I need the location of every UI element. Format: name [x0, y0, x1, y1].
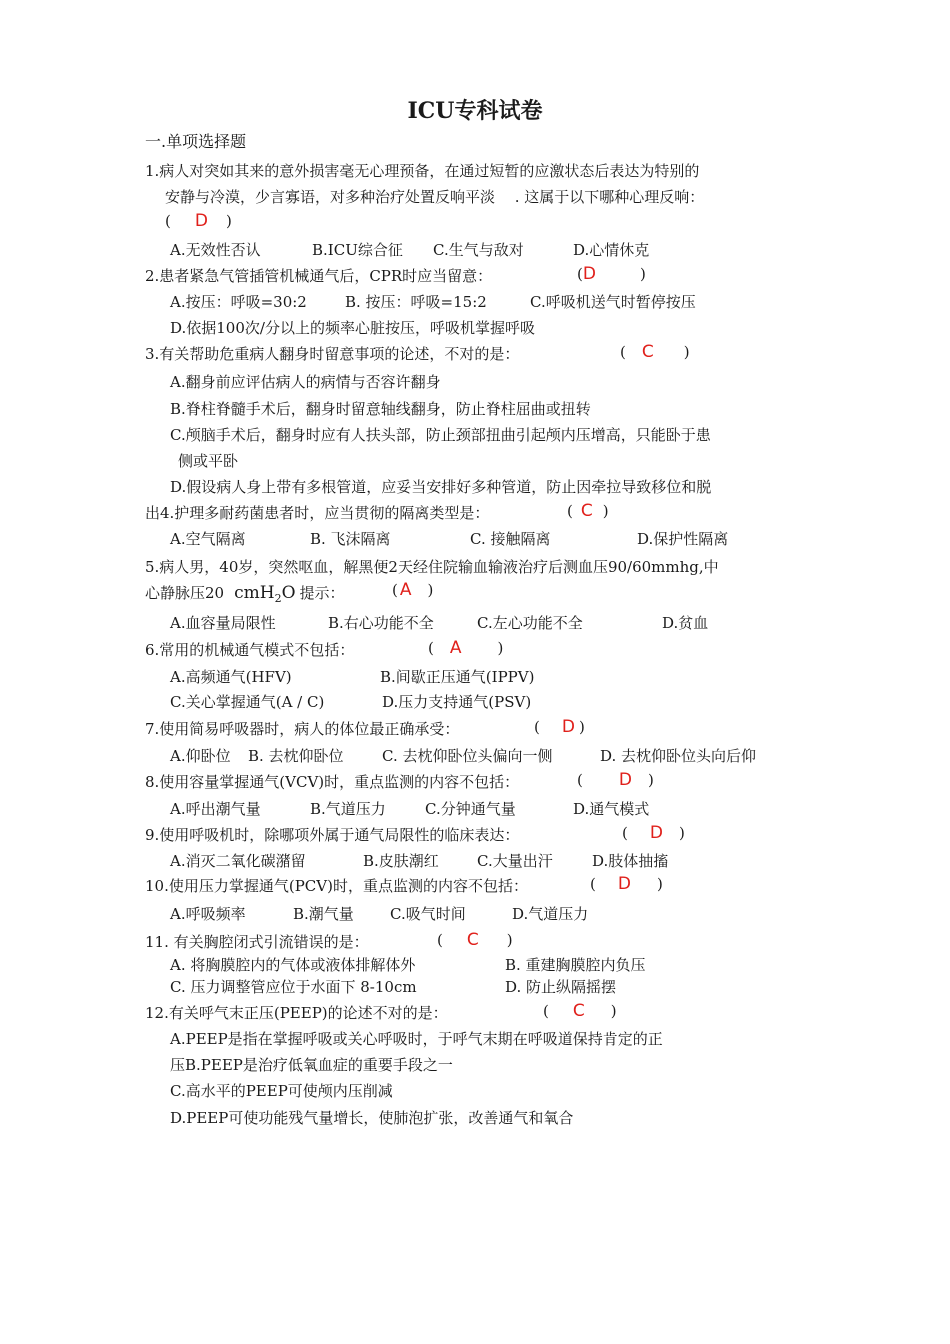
answer-bracket: ( D ): [622, 823, 685, 843]
answer-mark: C: [572, 1001, 585, 1021]
option-d: D.贫血: [662, 614, 709, 632]
question-stem: 9.使用呼吸机时，除哪项外属于通气局限性的临床表达：: [145, 826, 520, 844]
answer-mark: D: [618, 770, 632, 790]
answer-mark: A: [399, 580, 412, 600]
question-stem: 3.有关帮助危重病人翻身时留意事项的论述，不对的是：: [145, 345, 520, 363]
answer-bracket: ( C ): [620, 342, 690, 362]
answer-bracket: ( A ): [392, 580, 434, 600]
answer-mark: C: [466, 930, 479, 950]
answer-mark: D: [194, 211, 208, 231]
option-d: D.PEEP可使功能残气量增长，使肺泡扩张，改善通气和氧合: [170, 1109, 574, 1127]
option-c: C.生气与敌对: [433, 241, 524, 259]
option-c: C.吸气时间: [390, 905, 466, 923]
option-c: C.分钟通气量: [425, 800, 516, 818]
page-title: ICU专科试卷: [407, 98, 543, 124]
option-d: D.依据100次/分以上的频率心脏按压，呼吸机掌握呼吸: [170, 319, 535, 337]
option-b: B.脊柱脊髓手术后，翻身时留意轴线翻身，防止脊柱屈曲或扭转: [170, 400, 591, 418]
answer-bracket: ( A ): [428, 638, 504, 658]
answer-bracket: ( D ): [577, 770, 654, 790]
answer-bracket: ( D ): [590, 874, 663, 894]
option-b: B.气道压力: [310, 800, 386, 818]
option-c: C.高水平的PEEP可使颅内压削减: [170, 1082, 393, 1100]
option-c: C.颅脑手术后，翻身时应有人扶头部，防止颈部扭曲引起颅内压增高，只能卧于患: [170, 426, 711, 444]
answer-mark: D: [617, 874, 631, 894]
option-b: B. 重建胸膜腔内负压: [505, 956, 646, 974]
question-stem: 7.使用简易呼吸器时，病人的体位最正确承受：: [145, 720, 460, 738]
answer-bracket: ( C ): [543, 1001, 617, 1021]
option-c: C.呼吸机送气时暂停按压: [530, 293, 696, 311]
option-b: B.ICU综合征: [312, 241, 403, 259]
option-d: D.通气模式: [573, 800, 650, 818]
answer-mark: D: [582, 264, 596, 284]
answer-mark: A: [449, 638, 462, 658]
option-d: D.心情休克: [573, 241, 650, 259]
option-d: D. 去枕仰卧位头向后仰: [600, 747, 757, 765]
question-stem: 1.病人对突如其来的意外损害毫无心理预备，在通过短暂的应激状态后表达为特别的: [145, 162, 700, 180]
answer-mark: D: [561, 717, 575, 737]
option-c: C. 压力调整管应位于水面下 8-10cm: [170, 978, 417, 996]
answer-bracket: ( C ): [567, 501, 609, 521]
question-stem: 8.使用容量掌握通气(VCV)时，重点监测的内容不包括：: [145, 773, 520, 791]
question-stem: 6.常用的机械通气模式不包括：: [145, 641, 355, 659]
question-stem: 5.病人男，40岁，突然呕血，解黑便2天经住院输血输液治疗后测血压90/60mmhg,中: [145, 558, 719, 576]
section-heading: 一.单项选择题: [145, 132, 247, 151]
option-b: B. 飞沫隔离: [310, 530, 391, 548]
option-b: B.间歇正压通气(IPPV): [380, 668, 535, 686]
option-a: A.按压：呼吸=30:2: [170, 293, 307, 311]
option-a: A.呼出潮气量: [170, 800, 261, 818]
answer-bracket: (D ): [577, 264, 646, 284]
answer-mark: C: [641, 342, 654, 362]
option-a: A.高频通气(HFV): [170, 668, 292, 686]
option-b: 压B.PEEP是治疗低氧血症的重要手段之一: [170, 1056, 453, 1074]
option-a: A.空气隔离: [170, 530, 246, 548]
unit-cmh2o: cmH$_2$O: [234, 583, 296, 605]
option-a: A. 将胸膜腔内的气体或液体排解体外: [170, 956, 416, 974]
option-b: B.皮肤潮红: [363, 852, 439, 870]
question-stem: 安静与冷漠，少言寡语，对多种治疗处置反响平淡 . 这属于以下哪种心理反响：: [165, 188, 705, 206]
answer-bracket: ( D ): [534, 717, 585, 737]
option-c: C.左心功能不全: [477, 614, 583, 632]
option-c: C. 接触隔离: [470, 530, 551, 548]
option-b: B. 按压：呼吸=15:2: [345, 293, 487, 311]
question-stem: 心静脉压20 cmH$_2$O 提示：: [145, 583, 345, 605]
option-d: D.气道压力: [512, 905, 589, 923]
option-a: A.仰卧位: [170, 747, 231, 765]
option-a: A.血容量局限性: [170, 614, 276, 632]
answer-bracket: ( C ): [437, 930, 513, 950]
question-stem: 2.患者紧急气管插管机械通气后，CPR时应当留意：: [145, 267, 493, 285]
option-a: A.PEEP是指在掌握呼吸或关心呼吸时，于呼气末期在呼吸道保持肯定的正: [170, 1030, 663, 1048]
option-b: B.潮气量: [293, 905, 354, 923]
option-a: A.消灭二氧化碳潴留: [170, 852, 306, 870]
question-stem: 出4.护理多耐药菌患者时，应当贯彻的隔离类型是：: [145, 504, 490, 522]
answer-mark: D: [649, 823, 663, 843]
option-b: B. 去枕仰卧位: [248, 747, 344, 765]
question-stem: 12.有关呼气末正压(PEEP)的论述不对的是：: [145, 1004, 448, 1022]
option-c-continued: 侧或平卧: [178, 452, 239, 470]
option-d: D.保护性隔离: [637, 530, 729, 548]
option-a: A.翻身前应评估病人的病情与否容许翻身: [170, 373, 441, 391]
answer-bracket: ( D ): [165, 211, 232, 231]
option-d: D. 防止纵隔摇摆: [505, 978, 617, 996]
option-c: C.大量出汗: [477, 852, 553, 870]
answer-mark: C: [580, 501, 593, 521]
option-d: D.压力支持通气(PSV): [382, 693, 532, 711]
option-c: C. 去枕仰卧位头偏向一侧: [382, 747, 553, 765]
option-c: C.关心掌握通气(A / C): [170, 693, 325, 711]
option-d: D.假设病人身上带有多根管道，应妥当安排好多种管道，防止因牵拉导致移位和脱: [170, 478, 712, 496]
option-d: D.肢体抽搐: [592, 852, 669, 870]
option-a: A.呼吸频率: [170, 905, 246, 923]
option-b: B.右心功能不全: [328, 614, 434, 632]
question-stem: 11. 有关胸腔闭式引流错误的是：: [145, 933, 369, 951]
option-a: A.无效性否认: [170, 241, 261, 259]
question-stem: 10.使用压力掌握通气(PCV)时，重点监测的内容不包括：: [145, 877, 528, 895]
